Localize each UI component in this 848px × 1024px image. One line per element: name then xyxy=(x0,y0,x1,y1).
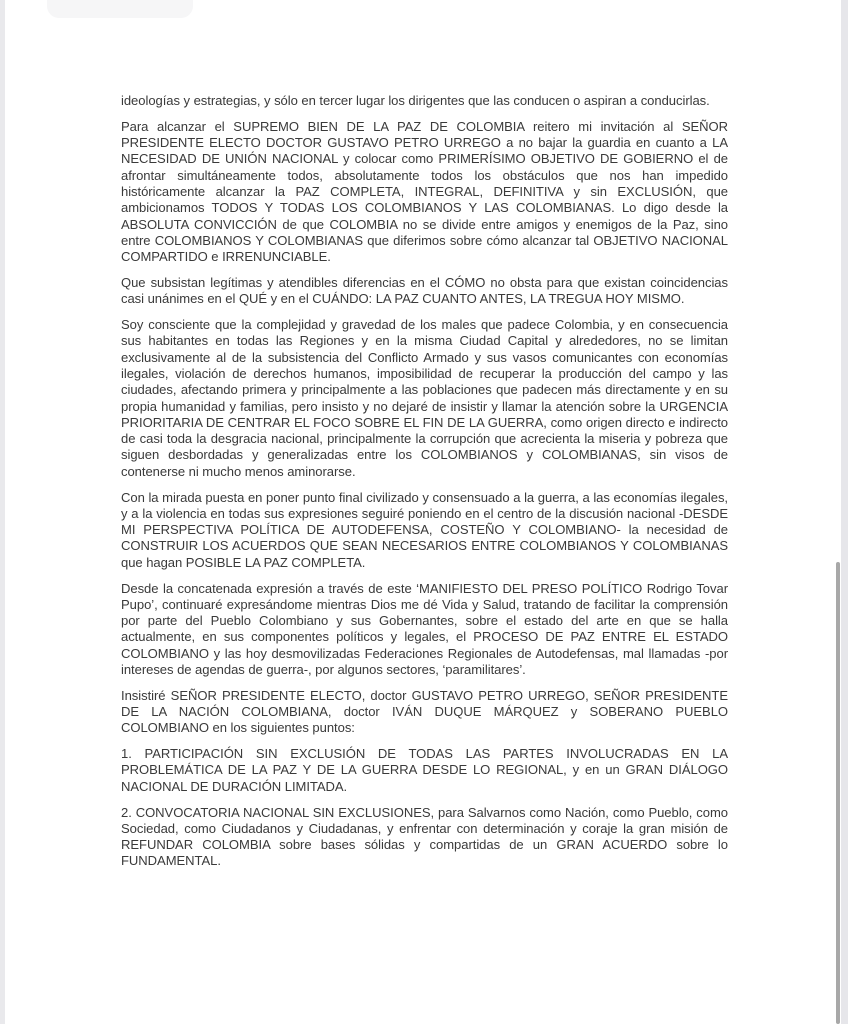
window-frame-right xyxy=(841,0,848,1024)
document-page xyxy=(5,0,841,1024)
paragraph-mirada-puesta: Con la mirada puesta en poner punto final civilizado y consensuado a la guerra, a las economías ilegales, y a la violencia en todas sus expresiones seguiré poniendo en el centro de la discusión nacional -DESDE MI PERSPECTIVA POLÍTICA DE AUTODEFENSA, COSTEÑO Y COLOMBIANO- la necesidad de CONSTRUIR LOS ACUERDOS QUE SEAN NECESARIOS ENTRE COLOMBIANOS Y COLOMBIANAS que hagan POSIBLE LA PAZ COMPLETA. xyxy=(121,489,728,570)
paragraph-insistire: Insistiré SEÑOR PRESIDENTE ELECTO, doctor GUSTAVO PETRO URREGO, SEÑOR PRESIDENTE DE LA NACIÓN COLOMBIANA, doctor IVÁN DUQUE MÁRQUEZ y SOBERANO PUEBLO COLOMBIANO en los siguientes puntos: xyxy=(121,687,728,736)
document-body xyxy=(121,93,728,879)
point-2-convocatoria: 2. CONVOCATORIA NACIONAL SIN EXCLUSIONES, para Salvarnos como Nación, como Pueblo, como Sociedad, como Ciudadanos y Ciudadanas, y enfrentar con determinación y coraje la gran misión de REFUNDAR COLOMBIA sobre bases sólidas y compartidas de un GRAN ACUERDO sobre lo FUNDAMENTAL. xyxy=(121,804,728,869)
vertical-scrollbar[interactable] xyxy=(836,562,840,1024)
paragraph-manifiesto: Desde la concatenada expresión a través de este ‘MANIFIESTO DEL PRESO POLÍTICO Rodrigo Tovar Pupo’, continuaré expresándome mientras Dios me dé Vida y Salud, tratando de facilitar la comprensión por parte del Pueblo Colombiano y sus Gobernantes, sobre el estado del arte en que se halla actualmente, en sus componentes políticos y legales, el PROCESO DE PAZ ENTRE EL ESTADO COLOMBIANO y las hoy desmovilizadas Federaciones Regionales de Autodefensas, mal llamadas -por intereses de agendas de guerra-, por algunos sectores, ‘paramilitares’. xyxy=(121,580,728,677)
paragraph-diferencias: Que subsistan legítimas y atendibles diferencias en el CÓMO no obsta para que existan coincidencias casi unánimes en el QUÉ y en el CUÁNDO: LA PAZ CUANTO ANTES, LA TREGUA HOY MISMO. xyxy=(121,274,728,307)
point-1-participacion: 1. PARTICIPACIÓN SIN EXCLUSIÓN DE TODAS LAS PARTES INVOLUCRADAS EN LA PROBLEMÁTICA DE LA PAZ Y DE LA GUERRA DESDE LO REGIONAL, y en un GRAN DIÁLOGO NACIONAL DE DURACIÓN LIMITADA. xyxy=(121,746,728,794)
paragraph-continuation: ideologías y estrategias, y sólo en tercer lugar los dirigentes que las conducen o aspiran a conducirlas. xyxy=(121,93,710,108)
paragraph-complejidad: Soy consciente que la complejidad y gravedad de los males que padece Colombia, y en consecuencia sus habitantes en todas las Regiones y en la misma Ciudad Capital y alrededores, no se limitan exclusivamente al de la subsistencia del Conflicto Armado y sus vasos comunicantes con economías ilegales, violación de derechos humanos, imposibilidad de recuperar la producción del campo y las ciudades, afectando primera y principalmente a las poblaciones que padecen más directamente y en su propia humanidad y familias, pero insisto y no dejaré de insistir y llamar la atención sobre la URGENCIA PRIORITARIA DE CENTRAR EL FOCO SOBRE EL FIN DE LA GUERRA, como origen directo e indirecto de casi toda la desgracia nacional, principalmente la corrupción que acrecienta la miseria y pobreza que siguen desbordadas y generalizadas entre los COLOMBIANOS y COLOMBIANAS, sin visos de contenerse ni mucho menos aminorarse. xyxy=(121,317,728,479)
top-tab-placeholder xyxy=(47,0,193,18)
paragraph-supremo-bien: Para alcanzar el SUPREMO BIEN DE LA PAZ DE COLOMBIA reitero mi invitación al SEÑOR PRESIDENTE ELECTO DOCTOR GUSTAVO PETRO URREGO a no bajar la guardia en cuanto a LA NECESIDAD DE UNIÓN NACIONAL y colocar como PRIMERÍSIMO OBJETIVO DE GOBIERNO el de afrontar simultáneamente todos, absolutamente todos los obstáculos que nos han impedido históricamente alcanzar la PAZ COMPLETA, INTEGRAL, DEFINITIVA y sin EXCLUSIÓN, que ambicionamos TODOS Y TODAS LOS COLOMBIANOS Y LAS COLOMBIANAS. Lo digo desde la ABSOLUTA CONVICCIÓN de que COLOMBIA no se divide entre amigos y enemigos de la Paz, sino entre COLOMBIANOS Y COLOMBIANAS que diferimos sobre cómo alcanzar tal OBJETIVO NACIONAL COMPARTIDO e IRRENUNCIABLE. xyxy=(121,118,728,265)
